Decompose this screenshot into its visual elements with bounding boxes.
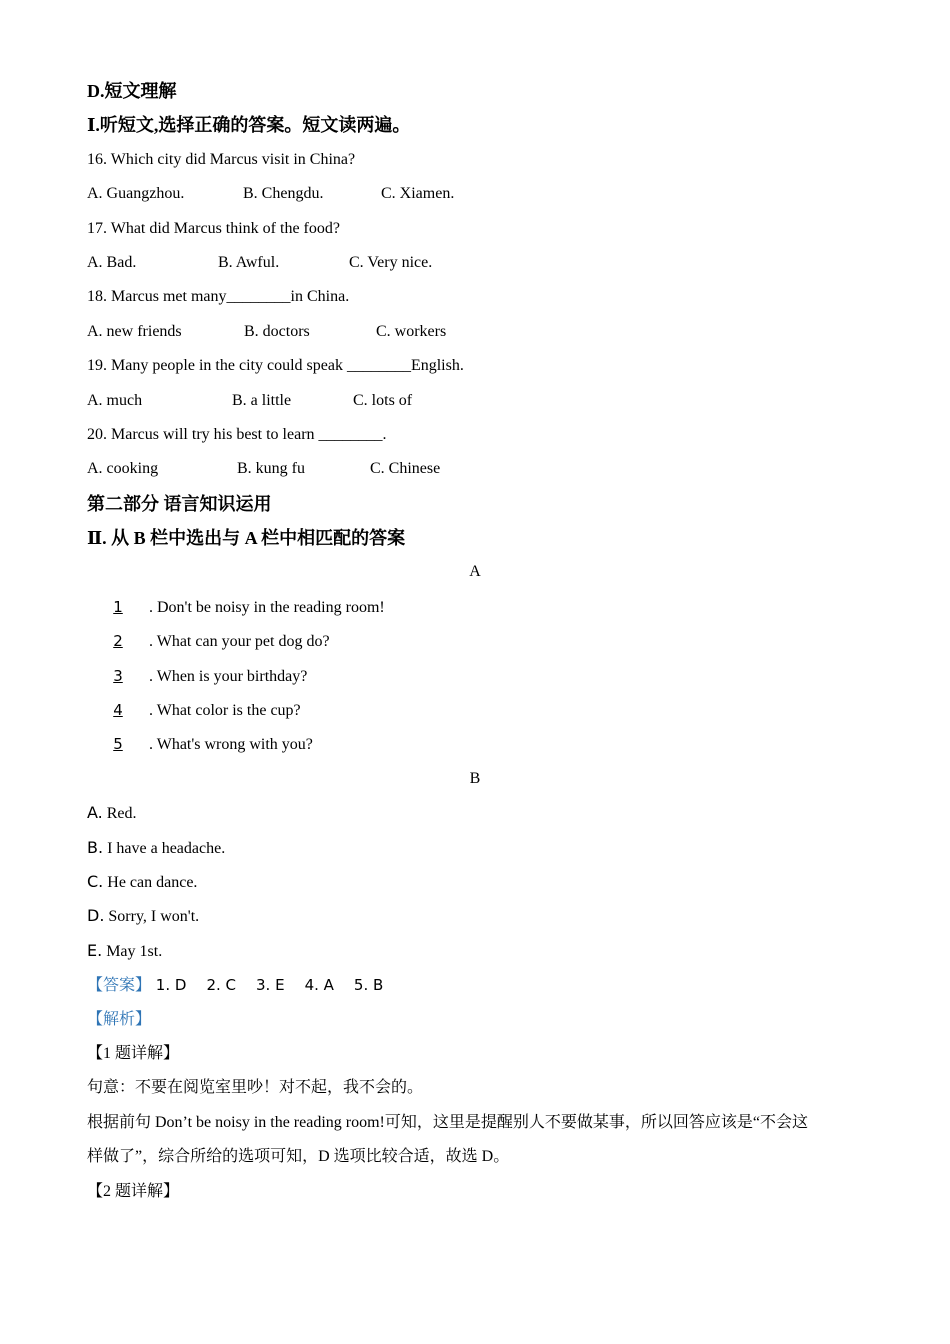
- item-text: Red.: [106, 805, 137, 823]
- detail-1-explanation-line-1: 根据前句 Don’t be noisy in the reading room!可知，这里是提醒别人不要做某事，所以回答应该是“不会这: [87, 1113, 808, 1131]
- option-letter: D.: [87, 906, 105, 926]
- answer-item: 5. B: [353, 976, 384, 995]
- item-text: . When is your birthday?: [149, 667, 308, 685]
- option-a: A. much: [87, 391, 143, 409]
- answer-item: 4. A: [304, 976, 334, 995]
- part2-instruction: Ⅱ. 从 B 栏中选出与 A 栏中相匹配的答案: [87, 528, 406, 549]
- column-a-label: A: [469, 563, 481, 581]
- option-b: B. a little: [232, 391, 292, 409]
- answer-item: 2. C: [206, 976, 236, 995]
- detail-1-meaning: 句意：不要在阅览室里吵！对不起，我不会的。: [87, 1079, 424, 1097]
- option-b: B. Chengdu.: [243, 185, 324, 203]
- question-16: 16. Which city did Marcus visit in China?: [87, 150, 356, 168]
- column-a-item: [87, 590, 863, 624]
- option-c: C. lots of: [353, 391, 413, 409]
- item-text: . What can your pet dog do?: [149, 633, 330, 651]
- question-18: 18. Marcus met many________in China.: [87, 288, 350, 306]
- blank-number: 2: [113, 632, 123, 651]
- option-letter: A.: [87, 803, 103, 823]
- blank-number: 5: [113, 735, 123, 754]
- item-text: He can dance.: [107, 873, 198, 891]
- option-b: B. kung fu: [237, 460, 305, 478]
- item-text: . What's wrong with you?: [149, 736, 313, 754]
- option-a: A. new friends: [87, 322, 182, 340]
- column-a-item: [87, 659, 863, 693]
- item-text: . Don't be noisy in the reading room!: [149, 598, 385, 616]
- option-c: C. Chinese: [370, 460, 441, 478]
- item-text: . What color is the cup?: [149, 702, 301, 720]
- part2-title: 第二部分 语言知识运用: [87, 493, 272, 514]
- column-b-label: B: [469, 769, 481, 787]
- column-b-item: [87, 865, 863, 899]
- answer-item: 1. D: [155, 976, 187, 995]
- blank-number: 1: [113, 597, 123, 616]
- detail-2-label: 【2 题详解】: [87, 1182, 180, 1200]
- option-letter: E.: [87, 940, 103, 960]
- item-text: May 1st.: [106, 942, 163, 960]
- options-16: [87, 177, 863, 211]
- option-a: A. cooking: [87, 460, 159, 478]
- part1-instruction: Ⅰ.听短文,选择正确的答案。短文读两遍。: [87, 115, 411, 136]
- option-letter: B.: [87, 837, 104, 857]
- column-a-item: [87, 693, 863, 727]
- options-19: [87, 384, 863, 418]
- column-b-item: [87, 796, 863, 830]
- blank-number: 4: [113, 701, 123, 720]
- blank-number: 3: [113, 666, 123, 685]
- detail-1-label: 【1 题详解】: [87, 1044, 180, 1062]
- options-18: [87, 315, 863, 349]
- question-20: 20. Marcus will try his best to learn ________.: [87, 425, 387, 443]
- answer-item: 3. E: [256, 976, 285, 995]
- question-17: 17. What did Marcus think of the food?: [87, 219, 340, 237]
- option-b: B. Awful.: [218, 253, 280, 271]
- options-20: [87, 452, 863, 486]
- column-a-item: [87, 727, 863, 761]
- answer-label: 【答案】: [87, 977, 152, 995]
- item-text: Sorry, I won't.: [108, 908, 200, 926]
- option-letter: C.: [87, 871, 104, 891]
- options-17: [87, 246, 863, 280]
- analysis-label: 【解析】: [87, 1010, 152, 1028]
- section-d-title: D.短文理解: [87, 81, 177, 101]
- option-a: A. Bad.: [87, 253, 137, 271]
- column-b-item: [87, 831, 863, 865]
- column-a-item: [87, 624, 863, 658]
- column-b-item: [87, 899, 863, 933]
- question-19: 19. Many people in the city could speak ________English.: [87, 357, 464, 375]
- option-c: C. Very nice.: [349, 253, 433, 271]
- document-page: [87, 74, 863, 1209]
- column-b-item: [87, 934, 863, 968]
- option-a: A. Guangzhou.: [87, 185, 185, 203]
- option-c: C. Xiamen.: [381, 185, 455, 203]
- item-text: I have a headache.: [107, 839, 226, 857]
- detail-1-explanation-line-2: 样做了”，综合所给的选项可知，D 选项比较合适，故选 D。: [87, 1148, 510, 1166]
- option-b: B. doctors: [244, 322, 310, 340]
- option-c: C. workers: [376, 322, 447, 340]
- answer-line: [87, 968, 863, 1002]
